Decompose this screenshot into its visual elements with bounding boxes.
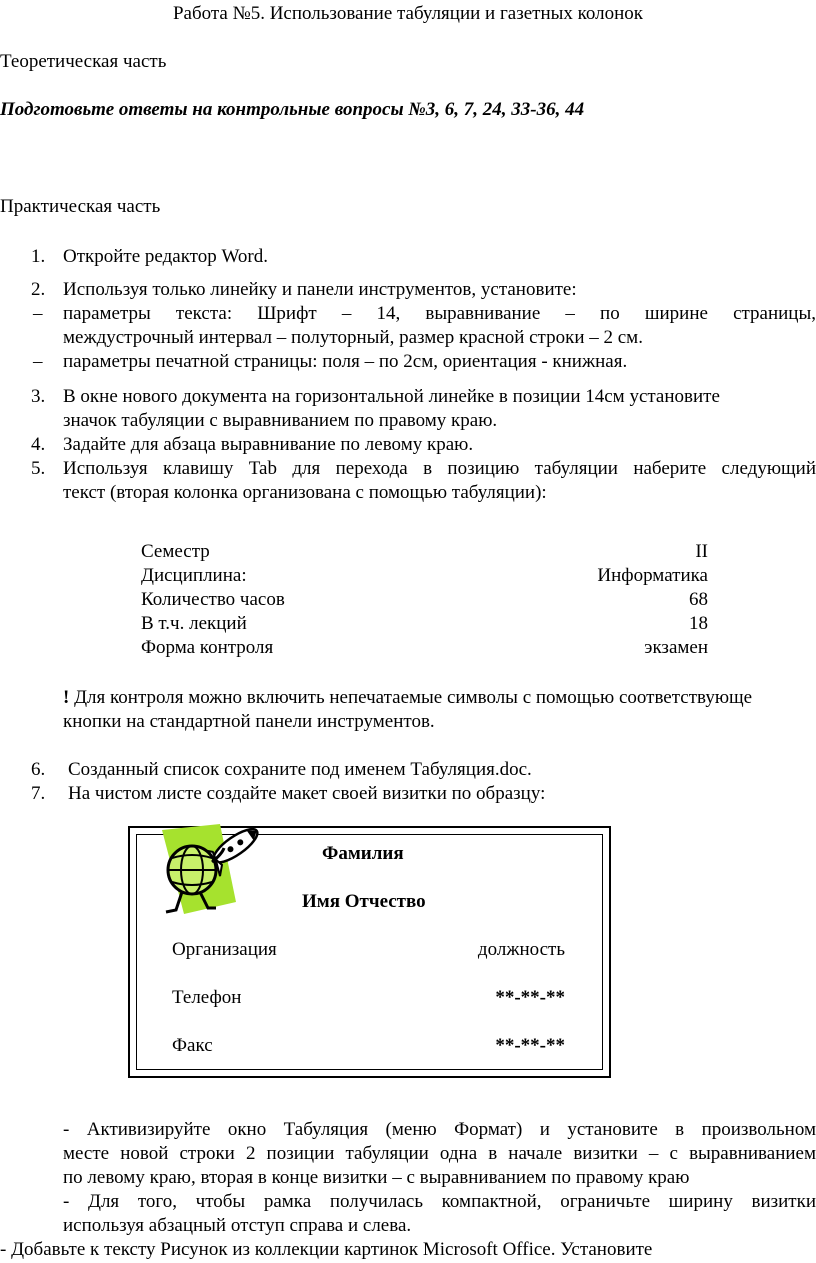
step-text: Созданный список сохраните под именем Табуляция.doc. (68, 759, 532, 780)
tab-row (141, 612, 708, 636)
tab-row (141, 564, 708, 588)
note-line: кнопки на стандартной панели инструментов. (63, 711, 435, 732)
step-text: На чистом листе создайте макет своей визитки по образцу: (68, 783, 546, 804)
card-surname: Фамилия (322, 843, 404, 864)
card-row (172, 938, 565, 962)
card-label: Факс (172, 1035, 213, 1056)
step-number: 3. (31, 386, 46, 407)
card-value: **-**-** (495, 987, 565, 1008)
tab-value: II (695, 541, 708, 562)
step-number: 2. (31, 279, 46, 300)
step-text: В окне нового документа на горизонтальной линейке в позиции 14см установите (63, 386, 720, 407)
instruction-line: используя абзацный отступ справа и слева. (63, 1215, 412, 1236)
step-number: 5. (31, 458, 46, 479)
instruction-line: по левому краю, вторая в конце визитки – с выравниванием по правому краю (63, 1167, 690, 1188)
instruction-line: - Для того, чтобы рамка получилась компактной, ограничьте ширину визитки (63, 1191, 816, 1212)
dash-bullet: – (33, 351, 43, 372)
step-text: текст (вторая колонка организована с помощью табуляции): (63, 482, 547, 503)
sub-item-text: междустрочный интервал – полуторный, размер красной строки – 2 см. (63, 327, 643, 348)
control-questions: Подготовьте ответы на контрольные вопросы №3, 6, 7, 24, 33-36, 44 (0, 99, 585, 120)
card-label: Организация (172, 939, 277, 960)
tab-label: Дисциплина: (141, 565, 247, 586)
dash-bullet: – (33, 303, 43, 324)
tab-label: Количество часов (141, 589, 285, 610)
tab-label: В т.ч. лекций (141, 613, 247, 634)
instruction-line: - Добавьте к тексту Рисунок из коллекции картинок Microsoft Office. Установите (0, 1239, 653, 1260)
tab-value: 68 (689, 589, 708, 610)
tab-value: экзамен (644, 637, 708, 658)
step-number: 4. (31, 434, 46, 455)
step-text: Используя только линейку и панели инструментов, установите: (63, 279, 577, 300)
step-text: Откройте редактор Word. (63, 246, 268, 267)
card-row (172, 1034, 565, 1058)
instruction-line: месте новой строки 2 позиции табуляции одна в начале визитки – с выравниванием (63, 1143, 816, 1164)
card-label: Телефон (172, 987, 242, 1008)
instruction-line: - Активизируйте окно Табуляция (меню Формат) и установите в произвольном (63, 1119, 816, 1140)
note-text: Для контроля можно включить непечатаемые символы с помощью соответствующе (69, 687, 753, 708)
tab-row (141, 540, 708, 564)
page-title: Работа №5. Использование табуляции и газетных колонок (172, 3, 644, 24)
tab-label: Форма контроля (141, 637, 274, 658)
card-row (172, 986, 565, 1010)
tab-value: Информатика (597, 565, 708, 586)
tab-row (141, 636, 708, 660)
note-line (63, 686, 752, 710)
sub-item-text: параметры печатной страницы: поля – по 2см, ориентация - книжная. (63, 351, 628, 372)
card-value: должность (477, 939, 565, 960)
sub-item-text: параметры текста: Шрифт – 14, выравнивание – по ширине страницы, (63, 303, 816, 324)
step-text: Используя клавишу Tab для перехода в позицию табуляции наберите следующий (63, 458, 816, 479)
theory-heading: Теоретическая часть (0, 51, 167, 72)
step-number: 1. (31, 246, 46, 267)
tab-row (141, 588, 708, 612)
step-number: 7. (31, 783, 46, 804)
tab-label: Семестр (141, 541, 210, 562)
tab-value: 18 (689, 613, 708, 634)
card-name: Имя Отчество (302, 891, 426, 912)
step-text: значок табуляции с выравниванием по правому краю. (63, 410, 498, 431)
globe-rocket-clipart-icon (152, 818, 272, 918)
exclamation-mark: ! (63, 687, 70, 708)
practice-heading: Практическая часть (0, 196, 161, 217)
step-text: Задайте для абзаца выравнивание по левому краю. (63, 434, 474, 455)
card-value: **-**-** (495, 1035, 565, 1056)
step-number: 6. (31, 759, 46, 780)
